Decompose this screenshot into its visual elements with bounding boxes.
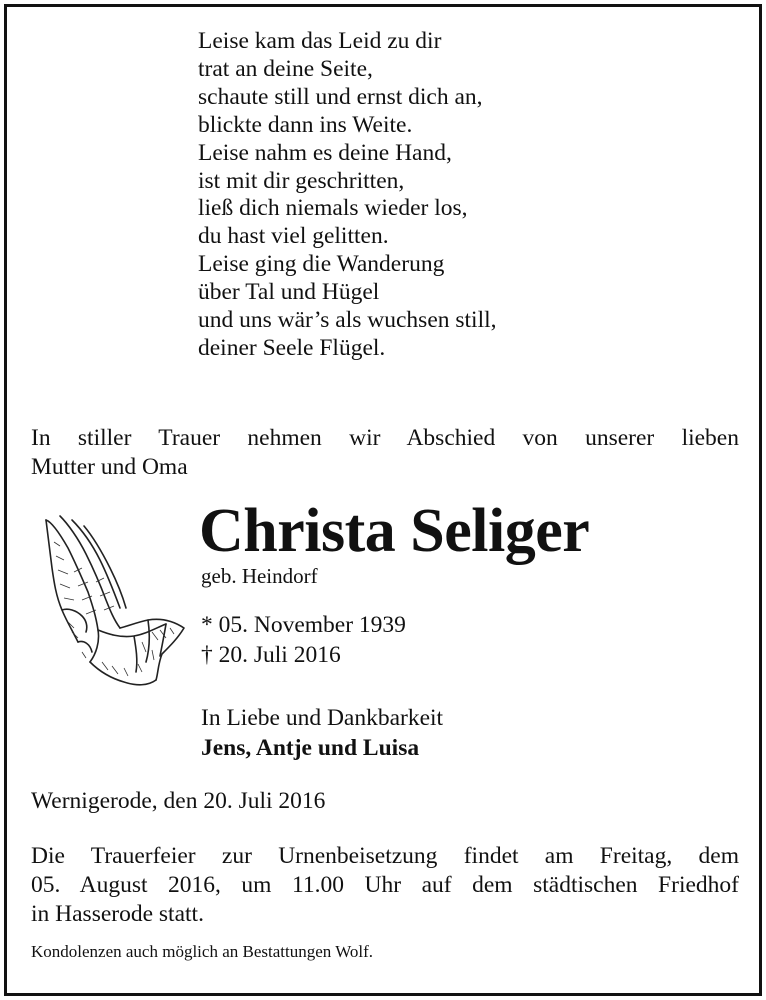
poem-line: und uns wär’s als wuchsen still,: [198, 307, 497, 334]
poem-line: deiner Seele Flügel.: [198, 334, 386, 361]
poem-line: schaute still und ernst dich an,: [198, 83, 483, 110]
poem-line: Leise ging die Wanderung: [198, 251, 445, 278]
poem-line: Leise nahm es deine Hand,: [198, 139, 452, 166]
poem-line: trat an deine Seite,: [198, 55, 373, 82]
funeral-line: Die Trauerfeier zur Urnenbeisetzung findet am Freitag, dem: [31, 843, 739, 869]
poem-line: ließ dich niemals wieder los,: [198, 195, 468, 222]
mourners-block: [201, 703, 443, 763]
funeral-line: 05. August 2016, um 11.00 Uhr auf dem städtischen Friedhof: [31, 872, 739, 898]
funeral-info: [31, 842, 739, 929]
deceased-name: Christa Seliger: [199, 497, 590, 565]
place-date: Wernigerode, den 20. Juli 2016: [31, 788, 326, 814]
intro-line: In stiller Trauer nehmen wir Abschied von unserer lieben: [31, 425, 739, 451]
condolence-note: Kondolenzen auch möglich an Bestattungen Wolf.: [31, 942, 374, 961]
poem-line: Leise kam das Leid zu dir: [198, 28, 442, 54]
mourners-intro: In Liebe und Dankbarkeit: [201, 705, 444, 731]
mourners-names: Jens, Antje und Luisa: [201, 735, 420, 761]
intro-line: Mutter und Oma: [31, 454, 188, 480]
birth-date: * 05. November 1939: [201, 612, 406, 638]
intro-text: [31, 424, 739, 482]
poem-line: über Tal und Hügel: [198, 279, 380, 306]
praying-hands-icon: [38, 512, 190, 694]
poem: [198, 28, 497, 363]
poem-line: blickte dann ins Weite.: [198, 111, 413, 138]
death-date: † 20. Juli 2016: [201, 642, 341, 668]
life-dates: [201, 610, 406, 670]
birth-name: geb. Heindorf: [201, 564, 318, 588]
poem-line: du hast viel gelitten.: [198, 223, 389, 250]
poem-line: ist mit dir geschritten,: [198, 167, 405, 194]
funeral-line: in Hasserode statt.: [31, 901, 204, 927]
